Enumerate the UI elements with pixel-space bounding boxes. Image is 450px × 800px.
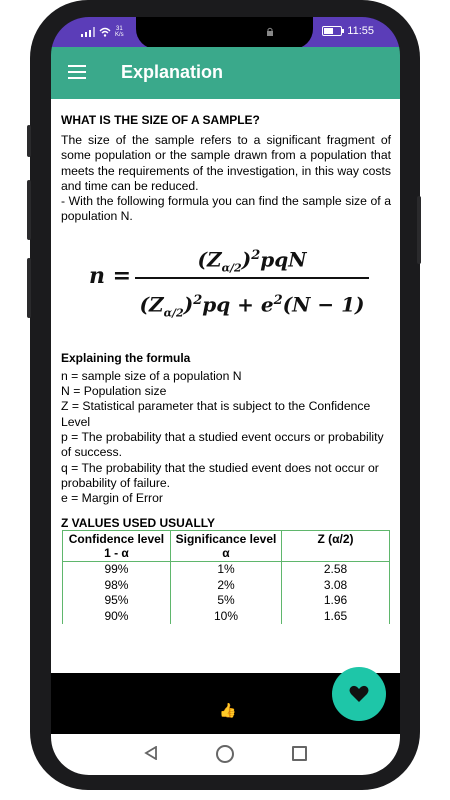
camera-notch [136, 17, 313, 49]
table-cell: 99% [63, 562, 171, 578]
wifi-icon [99, 27, 111, 37]
table-cell: 10% [170, 609, 281, 625]
volume-button [27, 180, 31, 240]
table-cell: 1.65 [282, 609, 390, 625]
definition-list [61, 369, 391, 507]
column-header: Confidence level 1 - α [63, 531, 171, 562]
heart-icon [349, 685, 369, 703]
back-triangle-icon[interactable] [144, 746, 158, 760]
thumbs-up-icon[interactable]: 👍 [219, 702, 237, 718]
formula-lhs: n = [89, 262, 132, 289]
menu-icon[interactable] [68, 65, 86, 79]
column-header: Z (α/2) [282, 531, 390, 562]
table-cell: 1.96 [282, 593, 390, 609]
favorite-fab-button[interactable] [332, 667, 386, 721]
table-cell: 1% [170, 562, 281, 578]
formula-denominator: $(Z_{\alpha/2})^2pq + e^2(N - 1)$ [139, 292, 365, 320]
list-item: q = The probability that the studied event does not occur or probability of failure. [61, 460, 379, 490]
formula-intro-paragraph: - With the following formula you can find the sample size of a population N. [61, 194, 391, 224]
list-item: n = sample size of a population N [61, 368, 242, 383]
table-row [63, 578, 390, 594]
signal-icon [81, 27, 95, 37]
formula-numerator: $(Z_{\alpha/2})^2pqN$ [197, 247, 307, 275]
volume-button [27, 125, 31, 157]
list-item: Z = Statistical parameter that is subject to the Confidence Level [61, 399, 371, 429]
table-cell: 5% [170, 593, 281, 609]
table-cell: 95% [63, 593, 171, 609]
battery-icon [322, 26, 342, 36]
volume-button [27, 258, 31, 318]
z-values-table [62, 530, 390, 624]
table-cell: 90% [63, 609, 171, 625]
phone-screen [51, 17, 400, 775]
home-circle-icon[interactable] [216, 745, 234, 763]
table-header-row [63, 531, 390, 562]
table-cell: 3.08 [282, 578, 390, 594]
definition-paragraph: The size of the sample refers to a significant fragment of some population or the sample drawn from a population that meets the requirements of the investigation, in this way costs and time can be reduced. [61, 133, 391, 193]
table-row [63, 593, 390, 609]
table-row [63, 562, 390, 578]
status-bar [51, 17, 400, 47]
network-speed: 31 K/s [115, 26, 124, 38]
app-bar [51, 47, 400, 99]
clock-time: 11:55 [347, 25, 374, 37]
section-heading: WHAT IS THE SIZE OF A SAMPLE? [61, 113, 260, 127]
power-button [417, 196, 421, 264]
lock-icon [266, 27, 274, 37]
content-scroll-area[interactable] [51, 99, 400, 673]
recents-square-icon[interactable] [292, 746, 307, 761]
formula-explanation-heading: Explaining the formula [61, 350, 191, 365]
page-title: Explanation [121, 62, 224, 82]
table-heading: Z VALUES USED USUALLY [61, 516, 216, 531]
list-item: N = Population size [61, 384, 167, 399]
list-item: e = Margin of Error [61, 491, 163, 506]
table-cell: 2.58 [282, 562, 390, 578]
table-cell: 2% [170, 578, 281, 594]
table-cell: 98% [63, 578, 171, 594]
column-header: Significance level α [170, 531, 281, 562]
table-row [63, 609, 390, 625]
system-nav-bar [51, 734, 400, 775]
list-item: p = The probability that a studied event occurs or probability of success. [61, 429, 384, 460]
sample-size-formula [77, 233, 391, 337]
